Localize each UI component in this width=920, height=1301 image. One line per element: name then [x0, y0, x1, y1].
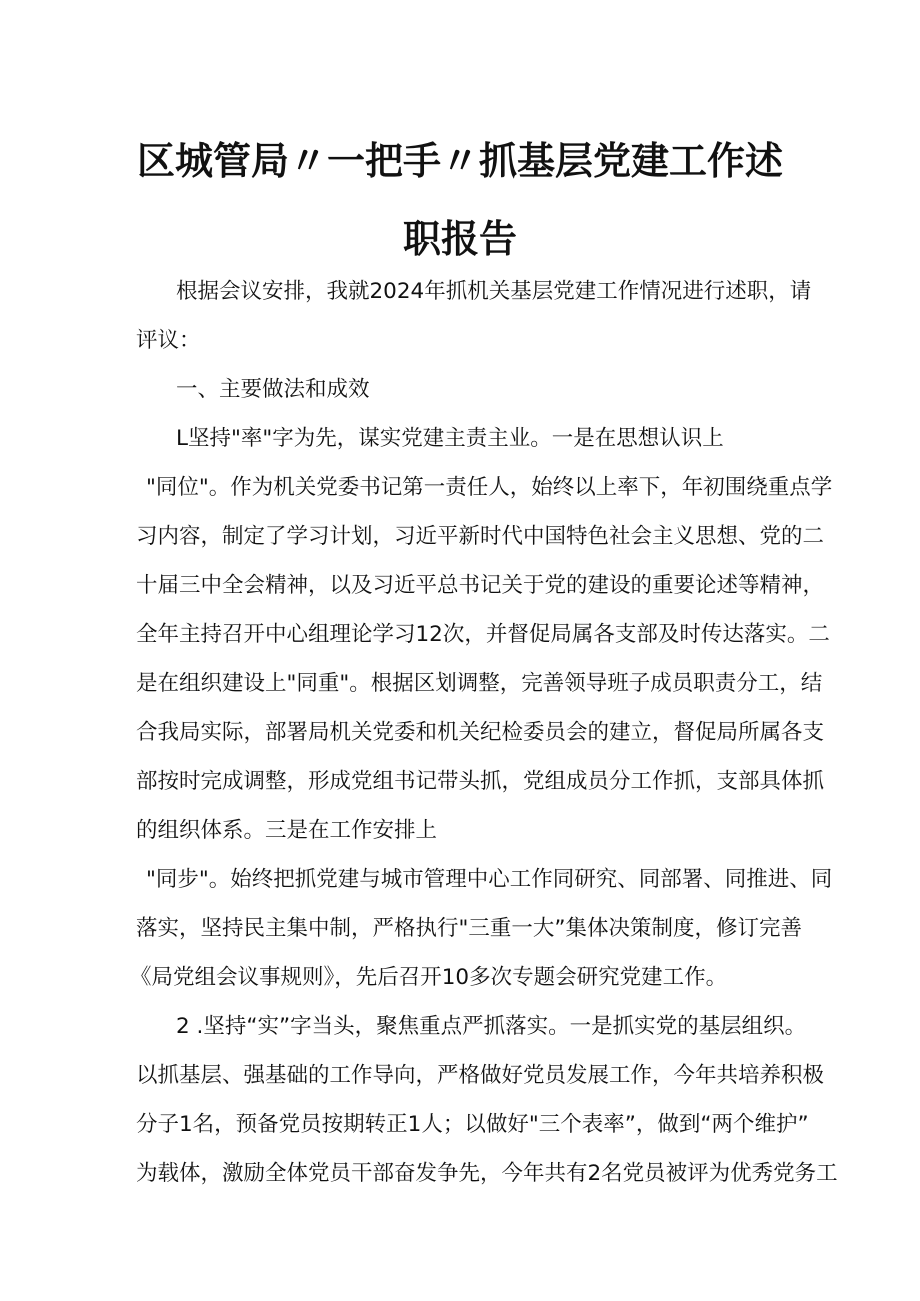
paragraph-line: 十届三中全会精神，以及习近平总书记关于党的建设的重要论述等精神， — [136, 573, 825, 598]
document-title-line-1: 区城管局〃一把手〃抓基层党建工作述 — [136, 139, 783, 183]
paragraph-line: 全年主持召开中心组理论学习12次，并督促局属各支部及时传达落实。二 — [136, 622, 830, 647]
paragraph-line: 评议： — [136, 328, 201, 353]
paragraph-line: 落实，坚持民主集中制，严格执行"三重一大”集体决策制度，修订完善 — [136, 916, 803, 941]
paragraph-line: 习内容，制定了学习计划，习近平新时代中国特色社会主义思想、党的二 — [136, 524, 825, 549]
paragraph-line: 部按时完成调整，形成党组书记带头抓，党组成员分工作抓，支部具体抓 — [136, 769, 825, 794]
paragraph-line: "同位"。作为机关党委书记第一责任人，始终以上率下，年初围绕重点学 — [146, 475, 833, 500]
paragraph-line: 是在组织建设上"同重"。根据区划调整，完善领导班子成员职责分工，结 — [136, 671, 823, 696]
paragraph-line: 根据会议安排，我就2024年抓机关基层党建工作情况进行述职，请 — [176, 279, 812, 304]
paragraph-line: 《局党组会议事规则》，先后召开10多次专题会研究党建工作。 — [130, 965, 728, 990]
paragraph-line: 分子1名，预备党员按期转正1人；以做好"三个表率”，做到“两个维护” — [136, 1112, 809, 1137]
paragraph-line: L坚持"率"字为先，谋实党建主责主业。一是在思想认识上 — [176, 426, 724, 451]
paragraph-line: 2 .坚持“实”字当头，聚焦重点严抓落实。一是抓实党的基层组织。 — [176, 1014, 807, 1039]
paragraph-line: 为载体，激励全体党员干部奋发争先，今年共有2名党员被评为优秀党务工 — [136, 1161, 838, 1186]
paragraph-line: 以抓基层、强基础的工作导向，严格做好党员发展工作，今年共培养积极 — [136, 1063, 825, 1088]
paragraph-line: 的组织体系。三是在工作安排上 — [136, 818, 438, 843]
section-heading: 一、主要做法和成效 — [176, 377, 370, 402]
document-title-line-2: 职报告 — [402, 217, 517, 261]
paragraph-line: 合我局实际，部署局机关党委和机关纪检委员会的建立，督促局所属各支 — [136, 720, 825, 745]
paragraph-line: "同步"。始终把抓党建与城市管理中心工作同研究、同部署、同推进、同 — [146, 867, 833, 892]
